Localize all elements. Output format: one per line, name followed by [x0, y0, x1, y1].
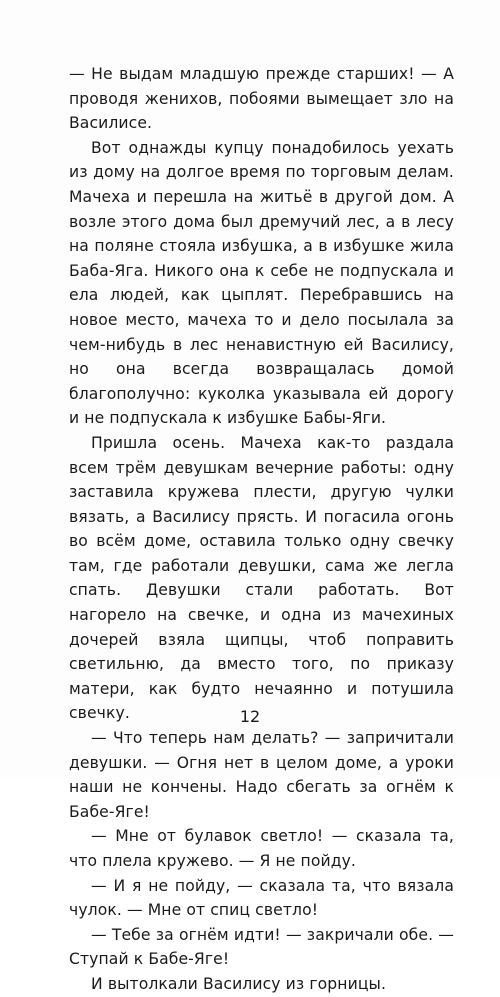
paragraph-4: — Что теперь нам делать? — запричитали девушки. — Огня нет в целом доме, а уроки наши не кончены. Надо сбегать за огнём к Бабе-Яге! [69, 729, 454, 821]
page-text [69, 62, 454, 997]
paragraph-6: — И я не пойду, — сказала та, что вязала чулок. — Мне от спиц светло! [69, 876, 454, 920]
paragraph-1: — Не выдам младшую прежде старших! — А проводя женихов, побоями вымещает зло на Василисе. [69, 65, 454, 133]
paragraph-2: Вот однажды купцу понадобилось уехать из дому на долгое время по торговым делам. Мачеха и перешла на житьё в другой дом. А возле этого дома был дремучий лес, а в лесу на поляне стояла избушка, а в избушке жила Баба-Яга. Никого она к себе не подпускала и ела людей, как цыплят. Перебравшись на новое место, мачеха то и дело посылала за чем-нибудь в лес ненавистную ей Василису, но она всегда возвращалась домой благополучно: куколка указывала ей дорогу и не подпускала к избушке Бабы-Яги. [69, 138, 454, 428]
paragraph-3: Пришла осень. Мачеха как-то раздала всем трём девушкам вечерние работы: одну заставила кружева плести, другую чулки вязать, а Василису прясть. И погасила огонь во всём доме, оставила только одну свечку там, где работали девушки, сама же легла спать. Девушки стали работать. Вот нагорело на свечке, и одна из мачехиных дочерей взяла щипцы, чтоб поправить светильню, да вместо того, по приказу матери, как будто нечаянно и потушила свечку. [69, 433, 454, 723]
paragraph-7: — Тебе за огнём идти! — закричали обе. — Ступай к Бабе-Яге! [69, 925, 454, 969]
paragraph-8: И вытолкали Василису из горницы. [91, 974, 386, 993]
page-number: 12 [239, 707, 261, 726]
paragraph-5: — Мне от булавок светло! — сказала та, что плела кружево. — Я не пойду. [69, 827, 454, 870]
